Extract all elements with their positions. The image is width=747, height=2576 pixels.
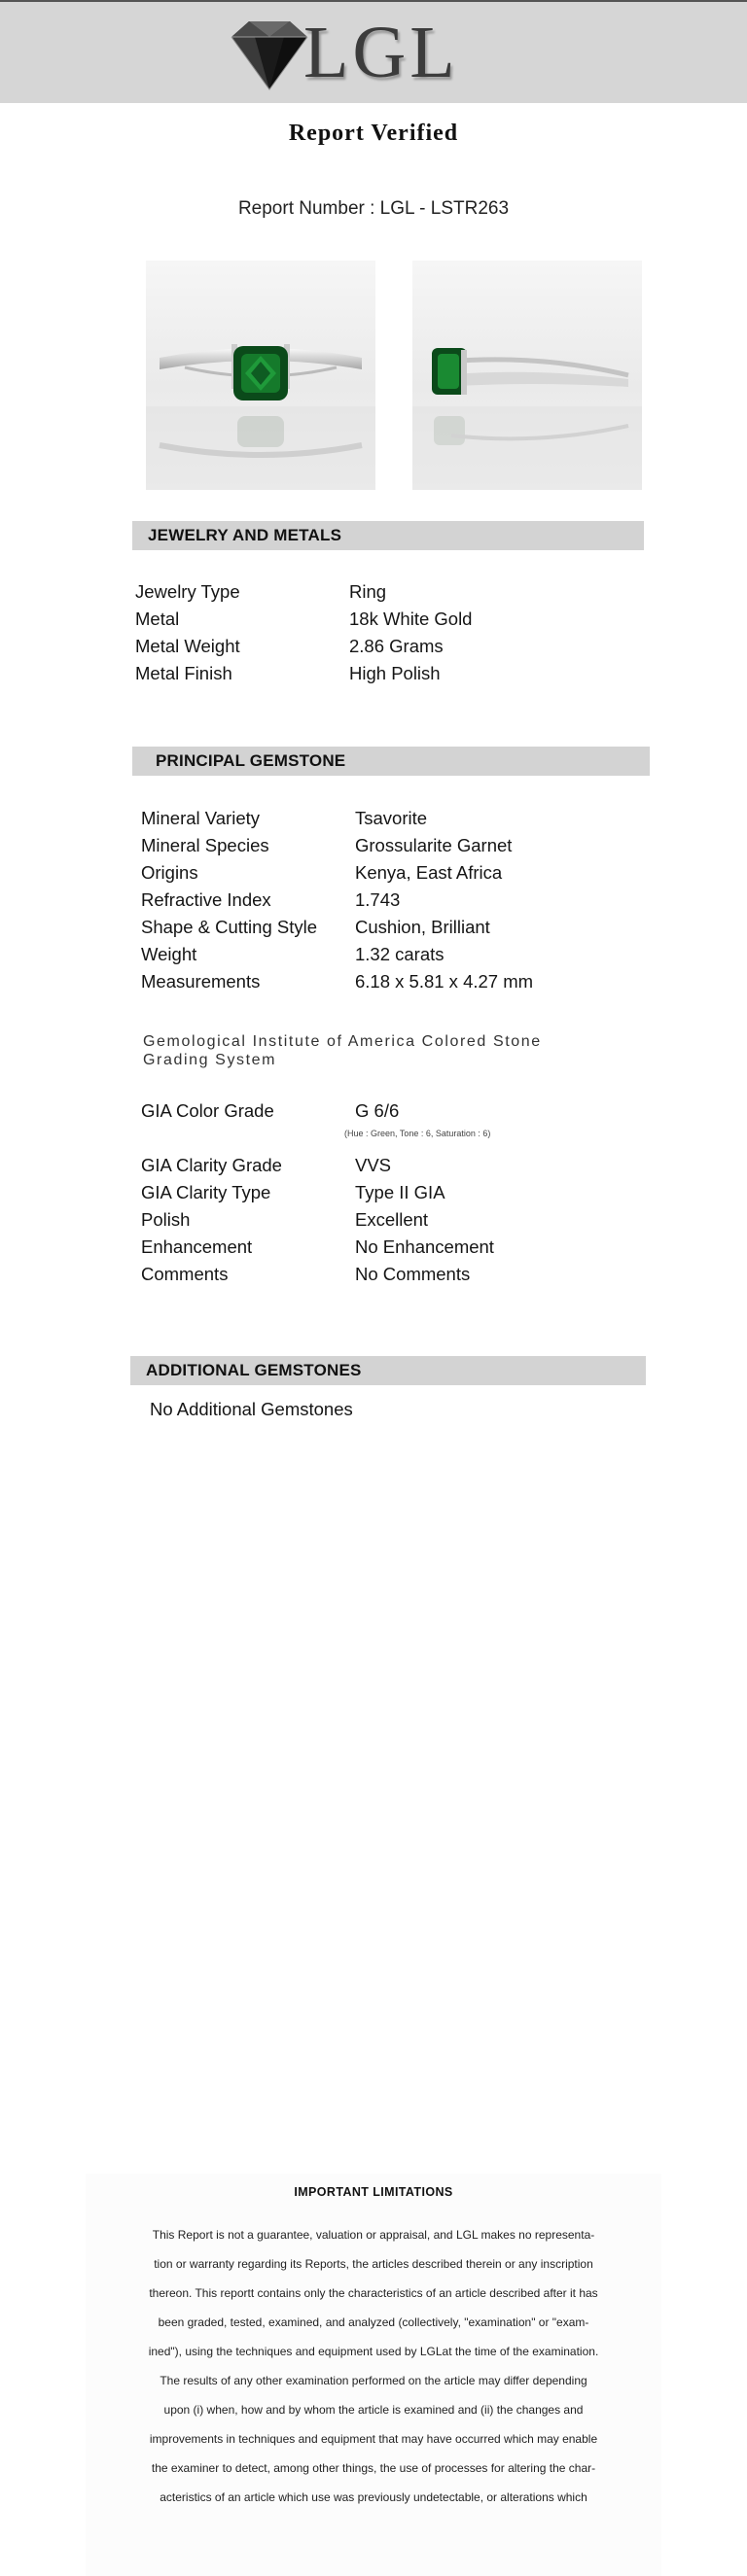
row-label: Enhancement: [141, 1236, 253, 1257]
row-value: 18k White Gold: [349, 609, 473, 629]
ring-front-photo: [146, 261, 375, 490]
row-label: Origins: [141, 862, 198, 883]
limitations-line: upon (i) when, how and by whom the article is examined and (ii) the changes and: [163, 2403, 584, 2417]
row-label: GIA Color Grade: [141, 1100, 274, 1121]
row-label: Metal Weight: [135, 636, 240, 656]
metal-row: [135, 609, 622, 636]
limitations-line: This Report is not a guarantee, valuation or appraisal, and LGL makes no representa-: [152, 2228, 595, 2242]
row-value: VVS: [355, 1155, 392, 1175]
limitations-line: acteristics of an article which use was previously undetectable, or alterations which: [160, 2490, 587, 2504]
row-value: Grossularite Garnet: [355, 835, 513, 855]
row-label: Metal: [135, 609, 180, 629]
row-value: No Comments: [355, 1264, 471, 1284]
limitations-line: The results of any other examination performed on the article may differ depending: [160, 2374, 587, 2387]
logo-text: LGL: [303, 12, 459, 93]
row-label: Refractive Index: [141, 889, 271, 910]
row-label: GIA Clarity Type: [141, 1182, 271, 1202]
row-value: Tsavorite: [355, 808, 428, 828]
row-value: G 6/6: [355, 1100, 400, 1121]
limitations-title: IMPORTANT LIMITATIONS: [294, 2185, 453, 2199]
limitations-line: the examiner to detect, among other things, the use of processes for altering the char-: [151, 2461, 596, 2475]
row-value: 1.743: [355, 889, 401, 910]
jewelry-section-heading: JEWELRY AND METALS: [132, 521, 644, 550]
gia-clarity-type-row: [141, 1182, 627, 1209]
row-value: 6.18 x 5.81 x 4.27 mm: [355, 971, 534, 992]
refractive-index-row: [141, 889, 627, 917]
diamond-icon: [226, 17, 313, 93]
row-label: Mineral Species: [141, 835, 269, 855]
mineral-variety-row: [141, 808, 627, 835]
jewelry-type-row: [135, 581, 622, 609]
ring-side-photo: [412, 261, 642, 490]
row-label: Mineral Variety: [141, 808, 261, 828]
gia-grading-system-note: Gemological Institute of America Colored Stone Grading System: [143, 1033, 542, 1068]
row-label: Polish: [141, 1209, 191, 1230]
no-additional-gemstones: No Additional Gemstones: [150, 1399, 353, 1419]
measurements-row: [141, 971, 627, 998]
weight-row: [141, 944, 627, 971]
row-label: Weight: [141, 944, 197, 964]
color-grade-detail: (Hue : Green, Tone : 6, Saturation : 6): [344, 1129, 491, 1138]
row-label: Shape & Cutting Style: [141, 917, 317, 937]
row-value: Ring: [349, 581, 387, 602]
limitations-line: ined"), using the techniques and equipment used by LGLat the time of the examination.: [148, 2345, 599, 2358]
limitations-line: been graded, tested, examined, and analyzed (collectively, "examination" or "exam-: [158, 2315, 589, 2329]
limitations-text: [97, 2220, 650, 2512]
page-title: Report Verified: [288, 121, 459, 146]
metal-finish-row: [135, 663, 622, 690]
origins-row: [141, 862, 627, 889]
row-label: Comments: [141, 1264, 229, 1284]
row-value: Cushion, Brilliant: [355, 917, 490, 937]
limitations-line: improvements in techniques and equipment that may have occurred which may enable: [149, 2432, 598, 2446]
row-value: Kenya, East Africa: [355, 862, 503, 883]
row-value: High Polish: [349, 663, 441, 683]
row-value: No Enhancement: [355, 1236, 494, 1257]
enhancement-row: [141, 1236, 627, 1264]
header-banner: [0, 0, 747, 103]
limitations-line: tion or warranty regarding its Reports, the articles described therein or any inscription: [154, 2257, 593, 2271]
row-value: Type II GIA: [355, 1182, 445, 1202]
shape-cutting-row: [141, 917, 627, 944]
polish-row: [141, 1209, 627, 1236]
limitations-line: thereon. This reportt contains only the characteristics of an article described after it has: [149, 2286, 598, 2300]
row-value: 2.86 Grams: [349, 636, 444, 656]
mineral-species-row: [141, 835, 627, 862]
comments-row: [141, 1264, 627, 1291]
row-label: Metal Finish: [135, 663, 232, 683]
gia-clarity-grade-row: [141, 1155, 627, 1182]
row-value: 1.32 carats: [355, 944, 445, 964]
gemstone-section-heading: PRINCIPAL GEMSTONE: [132, 747, 650, 776]
row-label: Measurements: [141, 971, 261, 992]
additional-section-heading: ADDITIONAL GEMSTONES: [130, 1356, 646, 1385]
report-number: Report Number : LGL - LSTR263: [237, 198, 510, 219]
row-value: Excellent: [355, 1209, 429, 1230]
gia-color-grade-row: [141, 1100, 627, 1128]
metal-weight-row: [135, 636, 622, 663]
lgl-logo: [226, 12, 479, 95]
row-label: Jewelry Type: [135, 581, 240, 602]
row-label: GIA Clarity Grade: [141, 1155, 282, 1175]
